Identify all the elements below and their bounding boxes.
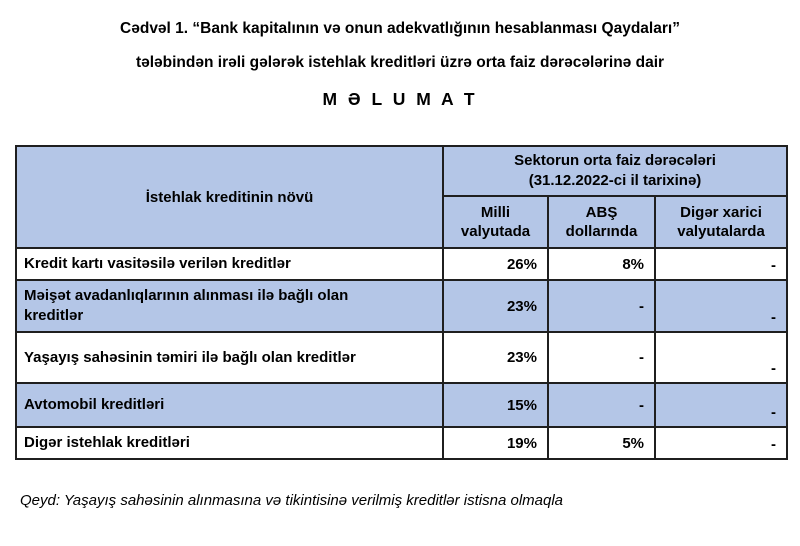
table-row	[16, 427, 787, 459]
rate-national: 26%	[443, 248, 548, 280]
rate-national: 15%	[443, 383, 548, 427]
rate-usd: -	[548, 280, 655, 332]
table-row	[16, 248, 787, 280]
table-row	[16, 332, 787, 383]
row-label	[16, 383, 443, 427]
row-label	[16, 280, 443, 332]
title-line-2: tələbindən irəli gələrək istehlak kreditləri üzrə orta faiz dərəcələrinə dair	[135, 54, 665, 71]
rate-other: -	[655, 332, 787, 383]
melumat-heading: M Ə L U M A T	[322, 89, 478, 109]
interest-rates-table	[15, 145, 788, 460]
row-label-text: Kredit kartı vasitəsilə verilən kreditlər	[24, 255, 291, 272]
sector-rates-line-1: Sektorun orta faiz dərəcələri	[514, 152, 716, 169]
row-label	[16, 427, 443, 459]
column-header-sector-rates	[443, 146, 787, 196]
rate-other: -	[655, 280, 787, 332]
rate-usd: 5%	[548, 427, 655, 459]
rate-other: -	[655, 248, 787, 280]
table-row	[16, 383, 787, 427]
column-header-national-currency: Milli valyutada	[443, 196, 548, 248]
title-line-1: Cədvəl 1. “Bank kapitalının və onun adekvatlığının hesablanması Qaydaları”	[120, 20, 680, 37]
row-label	[16, 248, 443, 280]
rate-national: 23%	[443, 280, 548, 332]
column-header-credit-type: İstehlak kreditinin növü	[16, 146, 443, 248]
sector-rates-line-2: (31.12.2022-ci il tarixinə)	[528, 172, 702, 189]
row-label-text: Məişət avadanlıqlarının alınması ilə bağlı olan kreditlər	[24, 287, 349, 324]
column-header-usd: ABŞ dollarında	[548, 196, 655, 248]
rate-usd: -	[548, 332, 655, 383]
rate-other: -	[655, 383, 787, 427]
rate-other: -	[655, 427, 787, 459]
document-title	[0, 12, 800, 80]
row-label-text: Digər istehlak kreditləri	[24, 434, 190, 451]
rate-national: 23%	[443, 332, 548, 383]
row-label-text: Yaşayış sahəsinin təmiri ilə bağlı olan kreditlər	[24, 348, 356, 366]
rate-usd: -	[548, 383, 655, 427]
row-label	[16, 332, 443, 383]
row-label-text: Avtomobil kreditləri	[24, 396, 165, 413]
table-header-row-group	[16, 146, 787, 196]
footnote: Qeyd: Yaşayış sahəsinin alınmasına və tikintisinə verilmiş kreditlər istisna olmaqla	[20, 492, 564, 509]
rate-usd: 8%	[548, 248, 655, 280]
column-header-other-foreign: Digər xarici valyutalarda	[655, 196, 787, 248]
table-row	[16, 280, 787, 332]
rate-national: 19%	[443, 427, 548, 459]
